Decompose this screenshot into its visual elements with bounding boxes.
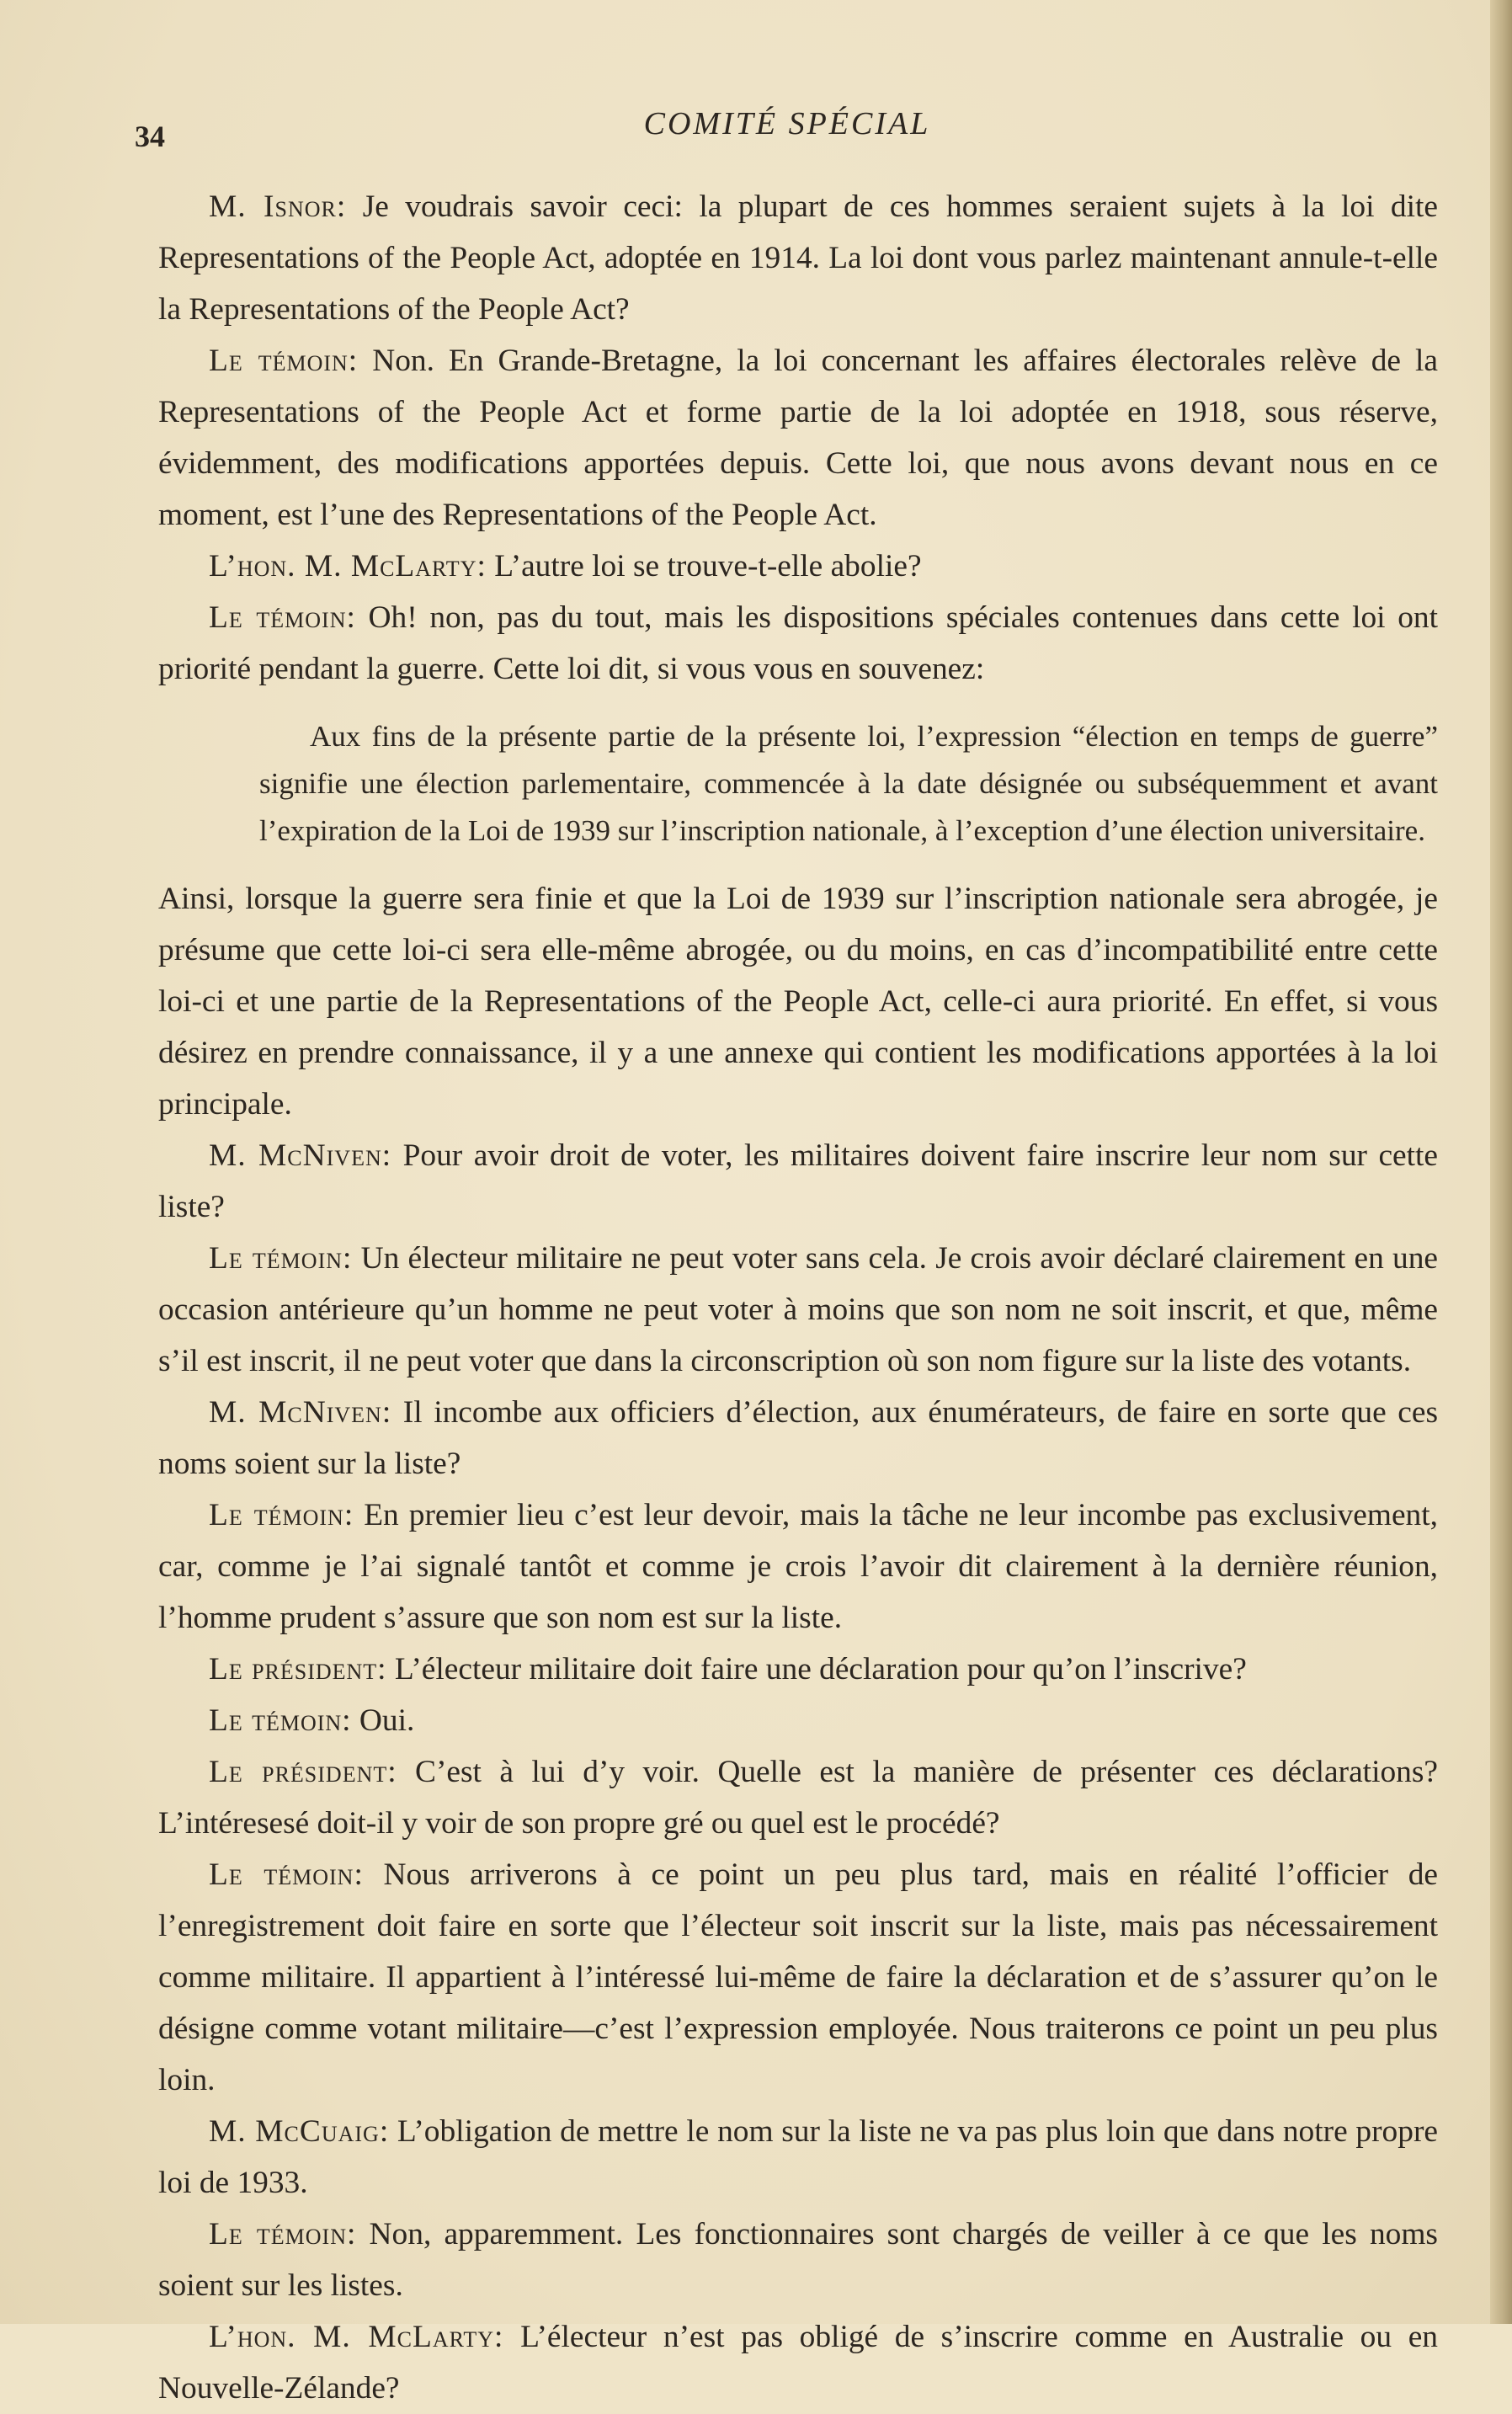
paragraph-text: L’autre loi se trouve-t-elle abolie? bbox=[486, 549, 922, 584]
paragraph-text: Un électeur militaire ne peut voter sans cela. Je crois avoir déclaré clairement en une occasion antérieure qu’un homme ne peut voter à moins que son nom ne soit inscrit, et que, même s’il est inscrit, il ne peut voter que dans la circonscription où son nom figure sur la liste des votants. bbox=[158, 1241, 1438, 1378]
paragraph bbox=[158, 1746, 1438, 1849]
speaker: Le témoin: bbox=[209, 344, 359, 378]
paragraph bbox=[158, 1233, 1438, 1387]
paragraph-text: L’obligation de mettre le nom sur la liste ne va pas plus loin que dans notre propre loi de 1933. bbox=[158, 2114, 1438, 2200]
speaker: Le témoin: bbox=[209, 1703, 352, 1738]
paragraph bbox=[158, 2311, 1438, 2414]
speaker: M. Isnor: bbox=[209, 189, 347, 224]
speaker: L’hon. M. McLarty: bbox=[209, 2320, 504, 2354]
paragraph bbox=[158, 1130, 1438, 1233]
paragraph bbox=[158, 541, 1438, 592]
paragraph bbox=[158, 335, 1438, 541]
body-text bbox=[158, 181, 1438, 2414]
paragraph-text: Non. En Grande-Bretagne, la loi concernant les affaires électorales relève de la Representations of the People Act et forme partie de la loi adoptée en 1918, sous réserve, évidemment, des modifications apportées depuis. Cette loi, que nous avons devant nous en ce moment, est l’une des Representations of the People Act. bbox=[158, 344, 1438, 532]
speaker: Le président: bbox=[209, 1652, 387, 1687]
paragraph bbox=[158, 181, 1438, 335]
paragraph bbox=[158, 2209, 1438, 2311]
quote-text: Aux fins de la présente partie de la présente loi, l’expression “élection en temps de guerre” signifie une élection parlementaire, commencée à la date désignée ou subséquemment et avant l’expiration de la Loi de 1939 sur l’inscription nationale, à l’exception d’une élection universitaire. bbox=[259, 720, 1438, 847]
page-header bbox=[126, 105, 1448, 156]
paragraph-text: Je voudrais savoir ceci: la plupart de ces hommes seraient sujets à la loi dite Representations of the People Act, adoptée en 1914. La loi dont vous parlez maintenant annule-t-elle la Representations of the People Act? bbox=[158, 189, 1438, 327]
paragraph-text: L’électeur militaire doit faire une déclaration pour qu’on l’inscrive? bbox=[386, 1652, 1247, 1687]
paragraph bbox=[158, 1644, 1438, 1695]
paragraph bbox=[158, 1387, 1438, 1489]
paragraph bbox=[158, 1849, 1438, 2106]
paragraph bbox=[158, 592, 1438, 695]
page-number: 34 bbox=[135, 120, 165, 153]
speaker: Le témoin: bbox=[209, 1498, 354, 1532]
paragraph-text: Non, apparemment. Les fonctionnaires sont chargés de veiller à ce que les noms soient sur les listes. bbox=[158, 2217, 1438, 2303]
paragraph-text: L’électeur n’est pas obligé de s’inscrire comme en Australie ou en Nouvelle-Zélande? bbox=[158, 2320, 1438, 2406]
paragraph bbox=[158, 2106, 1438, 2209]
paragraph-text: Il incombe aux officiers d’élection, aux énumérateurs, de faire en sorte que ces noms soient sur la liste? bbox=[158, 1395, 1439, 1481]
running-head: COMITÉ SPÉCIAL bbox=[643, 106, 931, 141]
speaker: M. McNiven: bbox=[209, 1138, 392, 1173]
speaker: Le président: bbox=[209, 1755, 397, 1789]
paragraph-text: Nous arriverons à ce point un peu plus tard, mais en réalité l’officier de l’enregistrement doit faire en sorte que l’électeur soit inscrit sur la liste, mais pas nécessairement comme militaire. Il appartient à l’intéressé lui-même de faire la déclaration et de s’assurer qu’on le désigne comme votant militaire—c’est l’expression employée. Nous traiterons ce point un peu plus loin. bbox=[158, 1857, 1438, 2097]
paragraph-text: Pour avoir droit de voter, les militaires doivent faire inscrire leur nom sur cette liste? bbox=[158, 1138, 1439, 1224]
paragraph-text: Oh! non, pas du tout, mais les dispositions spéciales contenues dans cette loi ont priorité pendant la guerre. Cette loi dit, si vous vous en souvenez: bbox=[158, 600, 1438, 686]
paragraph bbox=[158, 1695, 1438, 1746]
speaker: L’hon. M. McLarty: bbox=[209, 549, 487, 584]
speaker: Le témoin: bbox=[209, 1857, 364, 1892]
paragraph-text: C’est à lui d’y voir. Quelle est la manière de présenter ces déclarations? L’intéresesé doit-il y voir de son propre gré ou quel est le procédé? bbox=[158, 1755, 1438, 1841]
paragraph-text: Oui. bbox=[351, 1703, 415, 1738]
paragraph-continuation: Ainsi, lorsque la guerre sera finie et que la Loi de 1939 sur l’inscription nationale sera abrogée, je présume que cette loi-ci sera elle-même abrogée, ou du moins, en cas d’incompatibilité entre cette loi-ci et une partie de la Representations of the People Act, celle-ci aura priorité. En effet, si vous désirez en prendre connaissance, il y a une annexe qui contient les modifications apportées à la loi principale. bbox=[158, 882, 1438, 1122]
paragraph bbox=[158, 1489, 1438, 1644]
speaker: M. McNiven: bbox=[209, 1395, 392, 1430]
block-quote bbox=[259, 713, 1438, 855]
page-edge bbox=[1490, 0, 1512, 2324]
speaker: M. McCuaig: bbox=[209, 2114, 390, 2149]
speaker: Le témoin: bbox=[209, 600, 356, 635]
speaker: Le témoin: bbox=[209, 1241, 353, 1276]
paragraph-text: En premier lieu c’est leur devoir, mais la tâche ne leur incombe pas exclusivement, car, comme je l’ai signalé tantôt et comme je crois l’avoir dit clairement à la dernière réunion, l’homme prudent s’assure que son nom est sur la liste. bbox=[158, 1498, 1438, 1635]
speaker: Le témoin: bbox=[209, 2217, 357, 2251]
